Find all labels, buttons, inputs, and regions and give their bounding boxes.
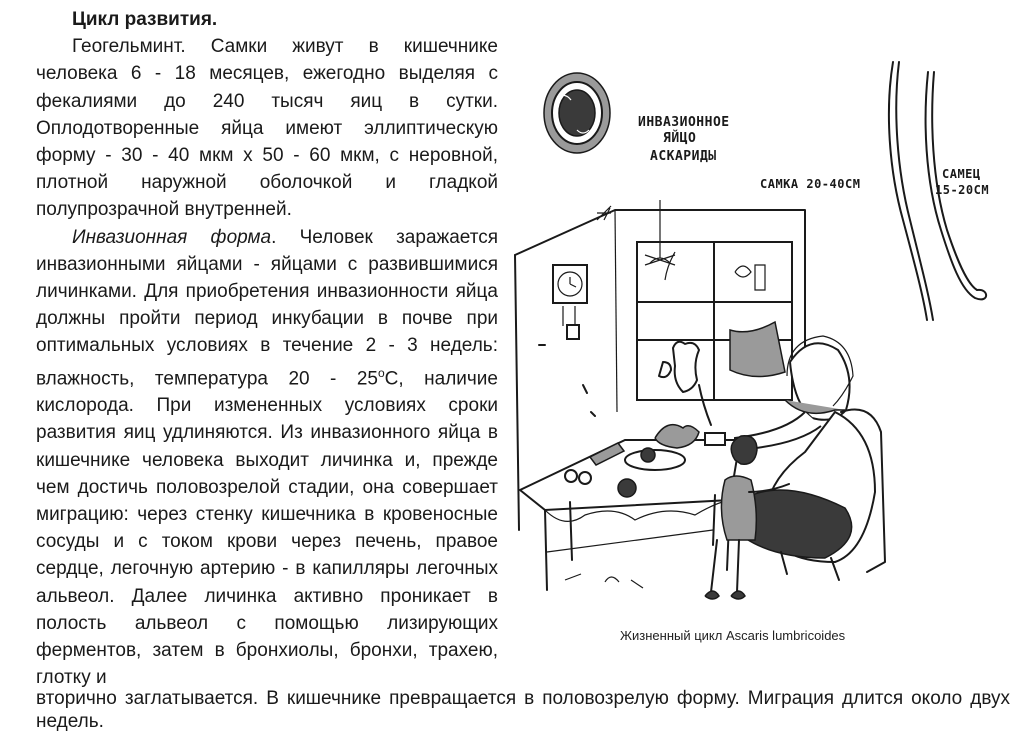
figure-caption: Жизненный цикл Ascaris lumbricoides <box>620 628 846 643</box>
male-worm-label-line1: САМЕЦ <box>942 167 981 181</box>
egg-label-line3: АСКАРИДЫ <box>650 149 717 164</box>
bottom-text <box>36 687 1010 733</box>
section-heading: Цикл развития. <box>72 9 218 30</box>
paragraph-invasive-continued: С, наличие кислорода. При измененных условиях сроки развития яиц удлиняются. Из инвазионного яйца в кишечнике человека выходит личинка и, прежде чем достичь половозрелой стадии, она совершает миграцию: через стенку кишечника в кровеносные сосуды и с током крови через печень, правое сердце, легочную артерию - в капилляры легочных альвеол. Далее личинка активно проникает в полость альвеол с помощью лизирующих ферментов, затем в бронхиолы, бронхи, трахею, глотку и <box>36 367 498 689</box>
degree-superscript: o <box>377 365 385 380</box>
paragraph-geohelminth: Геогельминт. Самки живут в кишечнике человека 6 - 18 месяцев, ежегодно выделяя с фекалиями до 240 тысяч яиц в сутки. Оплодотворенные яйца имеют эллиптическую форму - 30 - 40 мкм х 50 - 60 мкм, с неровной, плотной наружной оболочкой и гладкой полупрозрачной внутренней. <box>36 36 498 221</box>
room-scene-drawing <box>515 200 885 599</box>
egg-label-line2: ЯЙЦО <box>663 131 697 146</box>
egg-label-line1: ИНВАЗИОННОЕ <box>638 115 730 130</box>
life-cycle-illustration <box>505 40 1010 610</box>
illustration-svg <box>505 40 1010 610</box>
female-worm-label: САМКА 20-40СМ <box>760 177 861 191</box>
paragraph-invasive-text: . Человек заражается инвазионными яйцами - яйцами с развившимися личинками. Для приобретения инвазионности яйца должны пройти период инкубации в почве при оптимальных условиях в течение 2 - 3 недель: влажность, температура 20 - 25 <box>36 226 498 389</box>
paragraph-migration-end: вторично заглатывается. В кишечнике превращается в половозрелую форму. Миграция длится около двух недель. <box>36 688 1010 732</box>
male-worm-label-line2: 15-20СМ <box>935 183 990 197</box>
text-column <box>36 6 498 691</box>
paragraph-invasive-form <box>36 224 498 692</box>
term-invasive-form: Инвазионная форма <box>72 226 272 248</box>
ascaris-egg-drawing <box>544 73 610 153</box>
